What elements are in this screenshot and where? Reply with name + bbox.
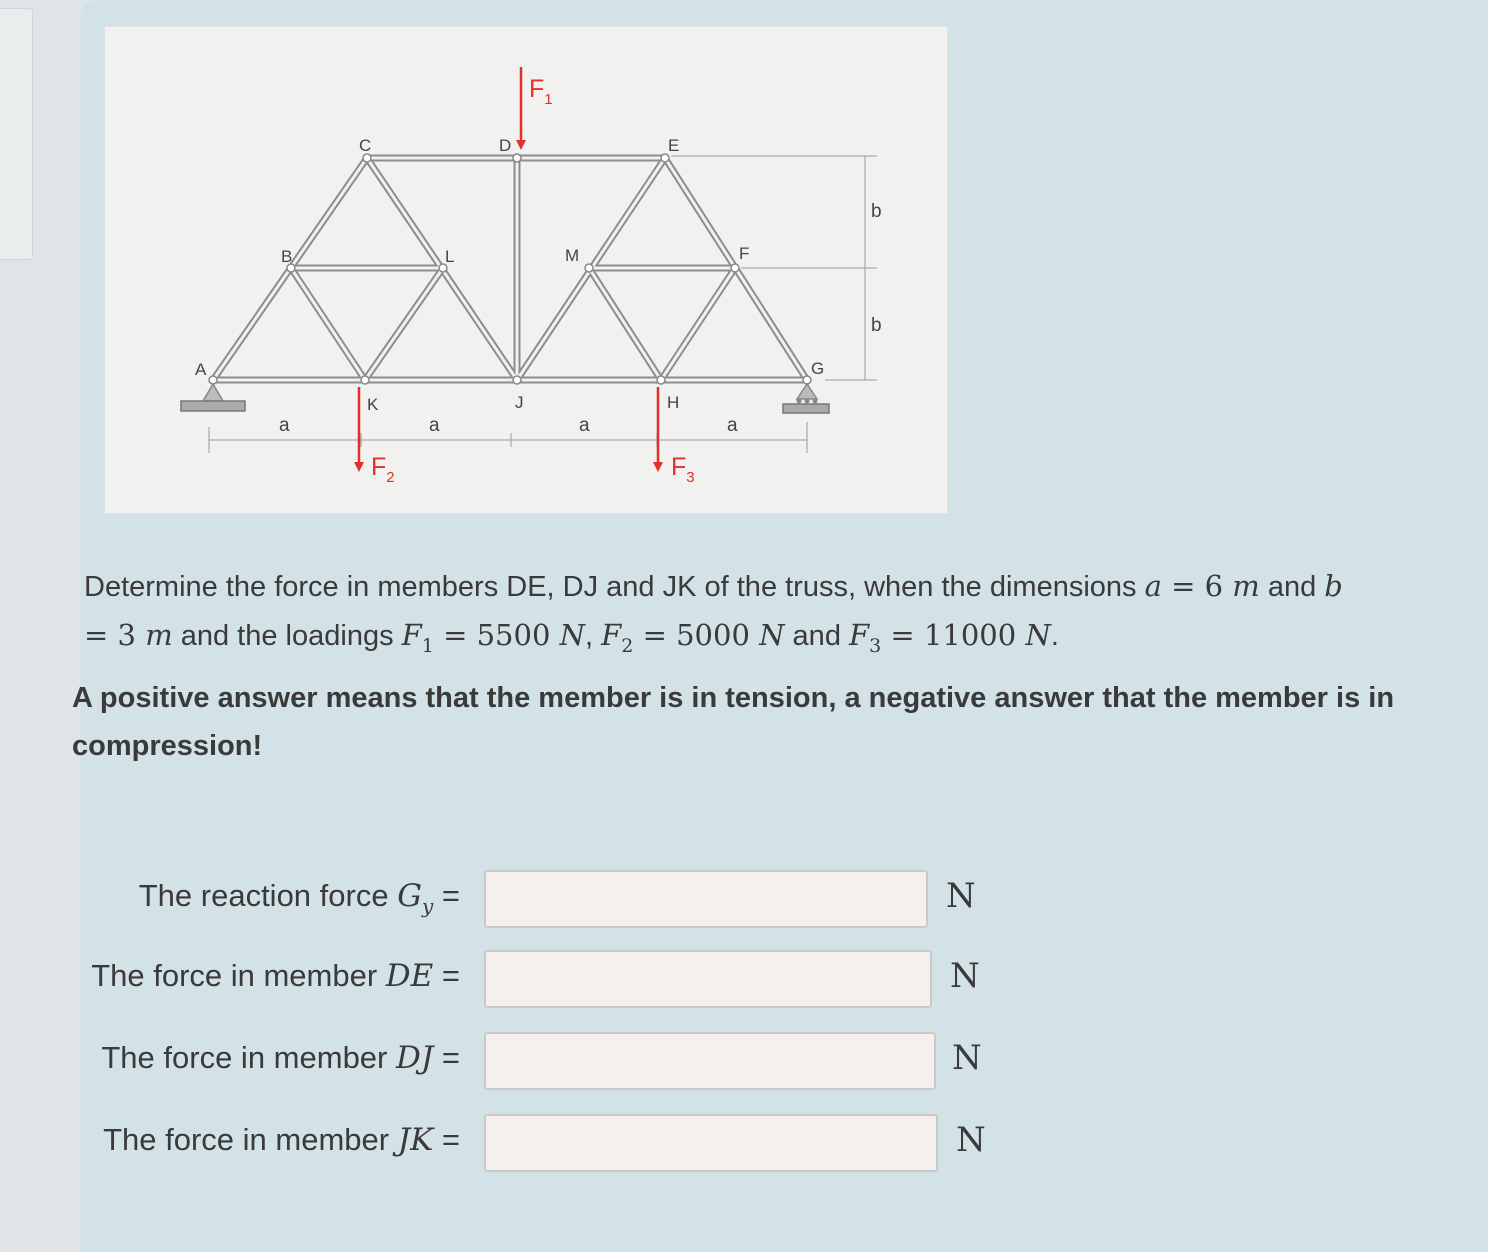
answer-label-jk: The force in member JK = (103, 1122, 460, 1158)
answer-input-de[interactable] (484, 950, 932, 1008)
answer-input-jk[interactable] (484, 1114, 938, 1172)
answer-input-gy[interactable] (484, 870, 928, 928)
node-label-J: J (515, 393, 524, 412)
node-label-K: K (367, 395, 379, 414)
answer-unit-gy: N (946, 876, 976, 916)
node-label-H: H (667, 393, 680, 412)
answer-label-gy: The reaction force $G_y$ = (138, 878, 460, 919)
sign-convention-note: A positive answer means that the member is in tension, a negative answer that the member is in compression! (72, 682, 1395, 762)
node-label-E: E (668, 136, 680, 155)
node-label-B: B (281, 247, 293, 266)
node-label-G: G (811, 359, 825, 378)
dim-label-a-3: a (579, 415, 590, 436)
answer-unit-dj: N (952, 1038, 982, 1078)
answer-unit-jk: N (956, 1120, 986, 1160)
dim-label-a-1: a (279, 415, 290, 436)
node-label-F: F (739, 244, 750, 263)
dim-label-a-4: a (727, 415, 738, 436)
problem-statement: Determine the force in members DE, DJ and JK of the truss, when the dimensions a = 6 m and b = 3 m and the loadings $F_1 = 5500$ N, $F_2 = 5000$ N and $F_3 = 11000$ N. (84, 569, 1343, 657)
answer-label-dj: The force in member DJ = (101, 1040, 460, 1076)
answer-unit-de: N (950, 956, 980, 996)
pin-support-icon (181, 384, 245, 411)
node-label-D: D (499, 136, 512, 155)
answer-label-de: The force in member DE = (91, 958, 460, 994)
node-label-L: L (445, 247, 455, 266)
dim-label-b-1: b (871, 201, 882, 222)
force-label-F1: $F_1$ (529, 75, 553, 108)
dim-label-b-2: b (871, 315, 882, 336)
roller-support-icon (783, 384, 829, 413)
answer-input-dj[interactable] (484, 1032, 936, 1090)
truss-figure (104, 26, 948, 514)
dim-label-a-2: a (429, 415, 440, 436)
node-label-A: A (195, 360, 207, 379)
side-tab (0, 8, 33, 260)
node-label-C: C (359, 136, 372, 155)
node-label-M: M (565, 246, 580, 265)
dimension-lines (209, 156, 877, 453)
truss-diagram (105, 27, 947, 513)
force-label-F2: $F_2$ (371, 453, 395, 486)
force-label-F3: $F_3$ (671, 453, 695, 486)
